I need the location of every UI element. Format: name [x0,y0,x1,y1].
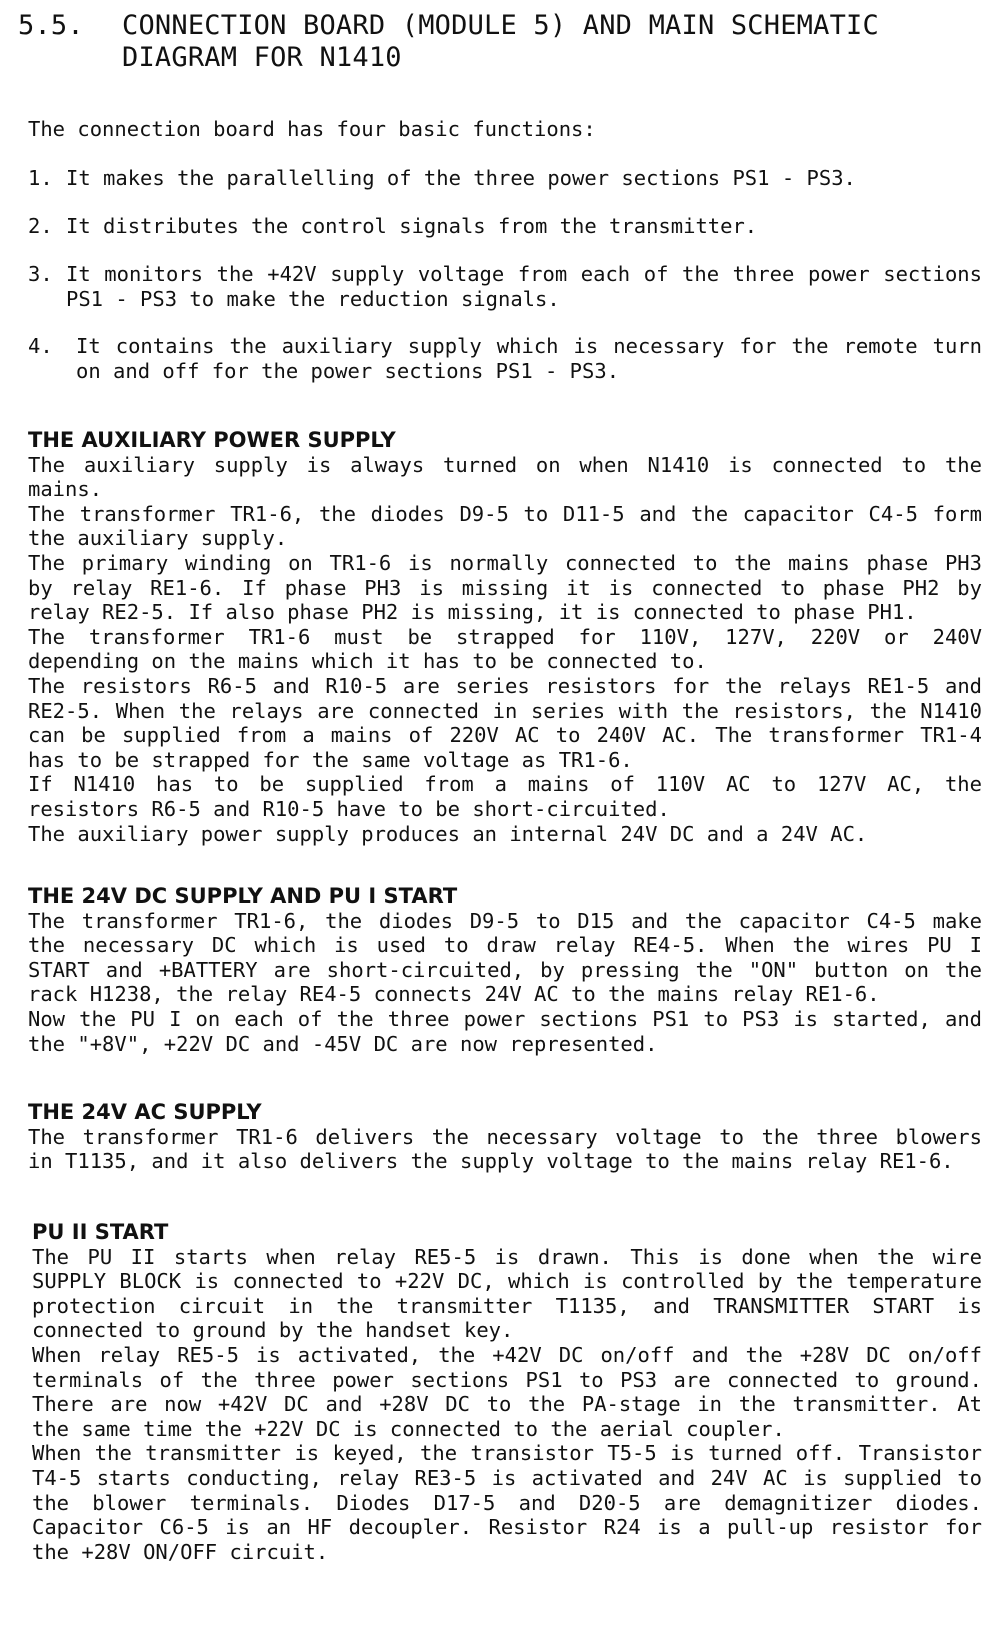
paragraph-line: T4-5 starts conducting, relay RE3-5 is activated and 24V AC is supplied to [32,1465,982,1490]
paragraph-line: START and +BATTERY are short-circuited, by pressing the "ON" button on the [28,957,982,982]
section-title: THE AUXILIARY POWER SUPPLY [28,428,396,452]
paragraph-line: the "+8V", +22V DC and -45V DC are now represented. [28,1031,658,1056]
paragraph-line: Now the PU I on each of the three power sections PS1 to PS3 is started, and [28,1006,982,1031]
section-auxiliary-power-supply [28,428,982,846]
paragraph-line: When the transmitter is keyed, the transistor T5-5 is turned off. Transistor [32,1441,982,1466]
section-title-line-2: DIAGRAM FOR N1410 [122,42,402,73]
paragraph-line: mains. [28,477,103,502]
section-24v-ac-supply [28,1100,982,1174]
paragraph-line: RE2-5. When the relays are connected in series with the resistors, the N1410 [28,698,982,723]
function-number: 4. [28,334,53,358]
section-title-line-1: CONNECTION BOARD (MODULE 5) AND MAIN SCHEMATIC [122,10,879,41]
paragraph-line: The transformer TR1-6 delivers the necessary voltage to the three blowers [28,1124,982,1149]
function-text-line: PS1 - PS3 to make the reduction signals. [66,286,560,311]
paragraph-line: The primary winding on TR1-6 is normally connected to the mains phase PH3 [28,550,982,575]
section-pu-ii-start [32,1220,982,1564]
paragraph-line: has to be strapped for the same voltage as TR1-6. [28,747,633,772]
paragraph-line: The auxiliary supply is always turned on when N1410 is connected to the [28,452,982,477]
paragraph-line: There are now +42V DC and +28V DC to the PA-stage in the transmitter. At [32,1392,982,1417]
paragraph-line: rack H1238, the relay RE4-5 connects 24V AC to the mains relay RE1-6. [28,982,880,1007]
paragraph-line: SUPPLY BLOCK is connected to +22V DC, which is controlled by the temperature [32,1269,982,1294]
paragraph-line: protection circuit in the transmitter T1135, and TRANSMITTER START is [32,1293,982,1318]
paragraph-line: If N1410 has to be supplied from a mains of 110V AC to 127V AC, the [28,772,982,797]
section-title: PU II START [32,1220,169,1244]
function-number: 2. [28,214,53,238]
paragraph-line: The transformer TR1-6, the diodes D9-5 to D15 and the capacitor C4-5 make [28,908,982,933]
paragraph-line: terminals of the three power sections PS1 to PS3 are connected to ground. [32,1367,982,1392]
section-title: THE 24V AC SUPPLY [28,1100,262,1124]
paragraph-line: The transformer TR1-6 must be strapped for 110V, 127V, 220V or 240V [28,624,982,649]
intro-text: The connection board has four basic functions: [28,117,596,141]
function-text-line: It monitors the +42V supply voltage from each of the three power sections [66,262,982,286]
paragraph-line: depending on the mains which it has to be connected to. [28,649,707,674]
paragraph-line: connected to ground by the handset key. [32,1318,514,1343]
paragraph-line: the same time the +22V DC is connected to the aerial coupler. [32,1416,785,1441]
paragraph-line: in T1135, and it also delivers the supply voltage to the mains relay RE1-6. [28,1149,954,1174]
paragraph-line: the +28V ON/OFF circuit. [32,1539,329,1564]
paragraph-line: resistors R6-5 and R10-5 have to be short-circuited. [28,796,670,821]
paragraph-line: The PU II starts when relay RE5-5 is drawn. This is done when the wire [32,1244,982,1269]
paragraph-line: When relay RE5-5 is activated, the +42V DC on/off and the +28V DC on/off [32,1342,982,1367]
paragraph-line: The auxiliary power supply produces an internal 24V DC and a 24V AC. [28,821,868,846]
paragraph-line: the auxiliary supply. [28,526,288,551]
paragraph-line: The resistors R6-5 and R10-5 are series resistors for the relays RE1-5 and [28,673,982,698]
intro-paragraph [28,117,982,142]
paragraph-line: the necessary DC which is used to draw relay RE4-5. When the wires PU I [28,933,982,958]
function-text-line: It contains the auxiliary supply which is necessary for the remote turn [76,334,982,358]
function-text-line: It makes the parallelling of the three power sections PS1 - PS3. [66,166,856,190]
paragraph-line: The transformer TR1-6, the diodes D9-5 to D11-5 and the capacitor C4-5 form [28,501,982,526]
paragraph-line: by relay RE1-6. If phase PH3 is missing it is connected to phase PH2 by [28,575,982,600]
function-text-line: on and off for the power sections PS1 - PS3. [76,358,620,383]
function-number: 3. [28,262,53,286]
paragraph-line: relay RE2-5. If also phase PH2 is missing, it is connected to phase PH1. [28,600,917,625]
section-title: THE 24V DC SUPPLY AND PU I START [28,884,458,908]
paragraph-line: can be supplied from a mains of 220V AC to 240V AC. The transformer TR1-4 [28,723,982,748]
section-24v-dc-supply [28,884,982,1056]
function-number: 1. [28,166,53,190]
function-text-line: It distributes the control signals from the transmitter. [66,214,758,238]
section-number: 5.5. [18,10,84,41]
paragraph-line: the blower terminals. Diodes D17-5 and D20-5 are demagnitizer diodes. [32,1490,982,1515]
paragraph-line: Capacitor C6-5 is an HF decoupler. Resistor R24 is a pull-up resistor for [32,1515,982,1540]
